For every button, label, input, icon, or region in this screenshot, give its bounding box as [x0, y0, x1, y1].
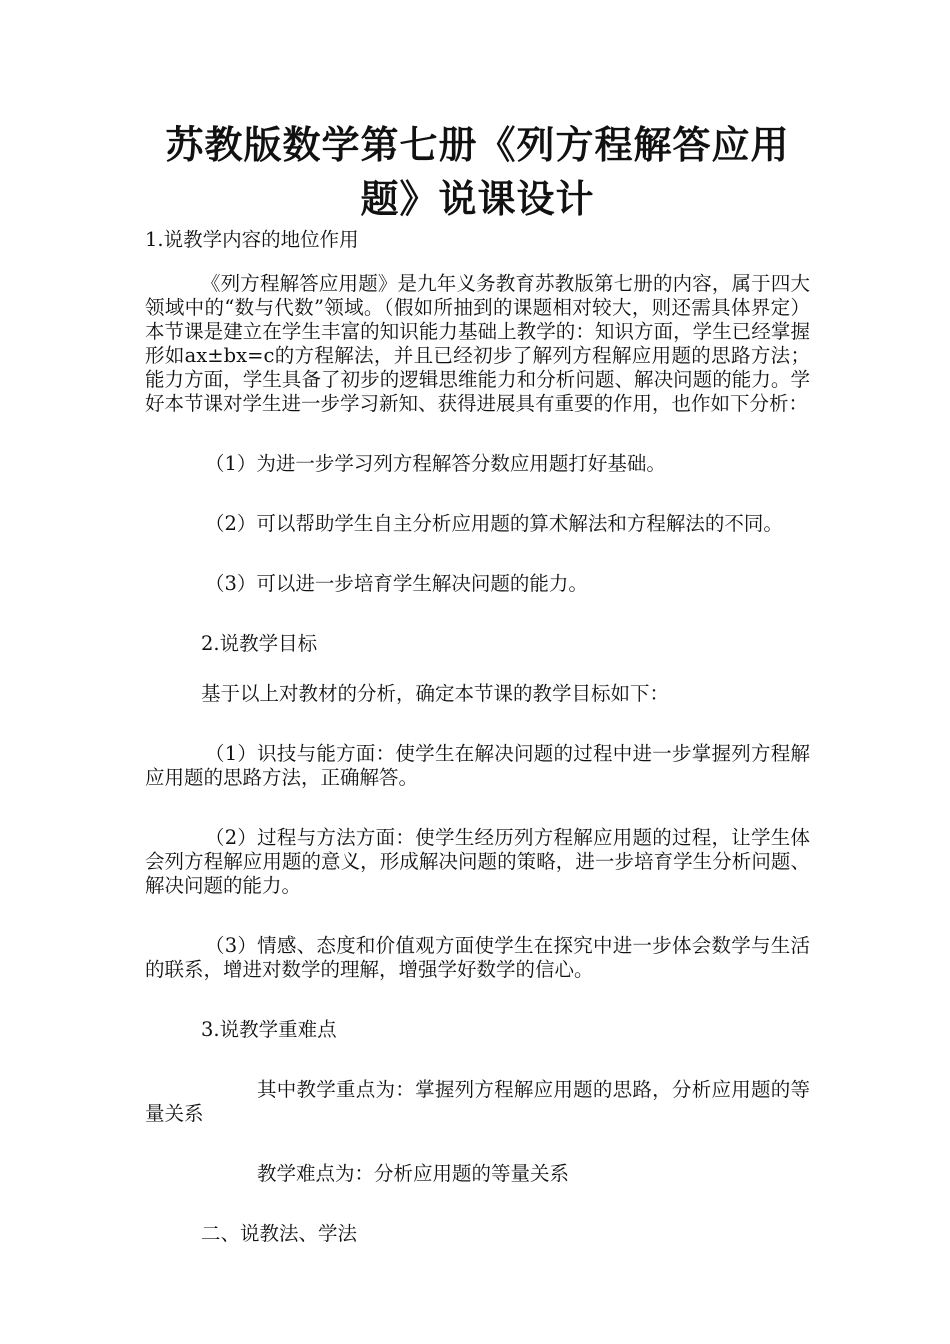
document-title: 苏教版数学第七册《列方程解答应用题》说课设计 [165, 123, 790, 221]
paragraph-difficult-points: 教学难点为：分析应用题的等量关系 [257, 1162, 570, 1185]
list-item-3: （3）可以进一步培育学生解决问题的能力。 [205, 572, 588, 595]
section-heading-methods: 二、说教法、学法 [201, 1222, 358, 1245]
list-item-2: （2）可以帮助学生自主分析应用题的算术解法和方程解法的不同。 [205, 512, 783, 535]
document-page [145, 118, 810, 1246]
section-heading-2: 2.说教学目标 [201, 632, 318, 655]
paragraph-content-position: 《列方程解答应用题》是九年义务教育苏教版第七册的内容，属于四大领域中的“数与代数”领域。（假如所抽到的课题相对较大，则还需具体界定）本节课是建立在学生丰富的知识能力基础上教学的：知识方面，学生已经掌握形如ax±bx=c的方程解法，并且已经初步了解列方程解应用题的思路方法；能力方面，学生具备了初步的逻辑思维能力和分析问题、解决问题的能力。学好本节课对学生进一步学习新知、获得进展具有重要的作用，也作如下分析： [145, 272, 810, 415]
goal-item-3: （3）情感、态度和价值观方面使学生在探究中进一步体会数学与生活的联系，增进对数学的理解，增强学好数学的信心。 [145, 934, 810, 981]
section-heading-1: 1.说教学内容的地位作用 [145, 228, 359, 251]
goal-item-2: （2）过程与方法方面：使学生经历列方程解应用题的过程，让学生体会列方程解应用题的意义，形成解决问题的策略，进一步培育学生分析问题、解决问题的能力。 [145, 826, 810, 897]
list-item-1: （1）为进一步学习列方程解答分数应用题打好基础。 [205, 452, 666, 475]
goal-item-1: （1）识技与能方面：使学生在解决问题的过程中进一步掌握列方程解应用题的思路方法，正确解答。 [145, 742, 810, 789]
paragraph-key-points: 其中教学重点为：掌握列方程解应用题的思路，分析应用题的等量关系 [145, 1078, 810, 1125]
section-heading-3: 3.说教学重难点 [201, 1018, 337, 1041]
paragraph-goals-intro: 基于以上对教材的分析，确定本节课的教学目标如下： [201, 682, 670, 705]
